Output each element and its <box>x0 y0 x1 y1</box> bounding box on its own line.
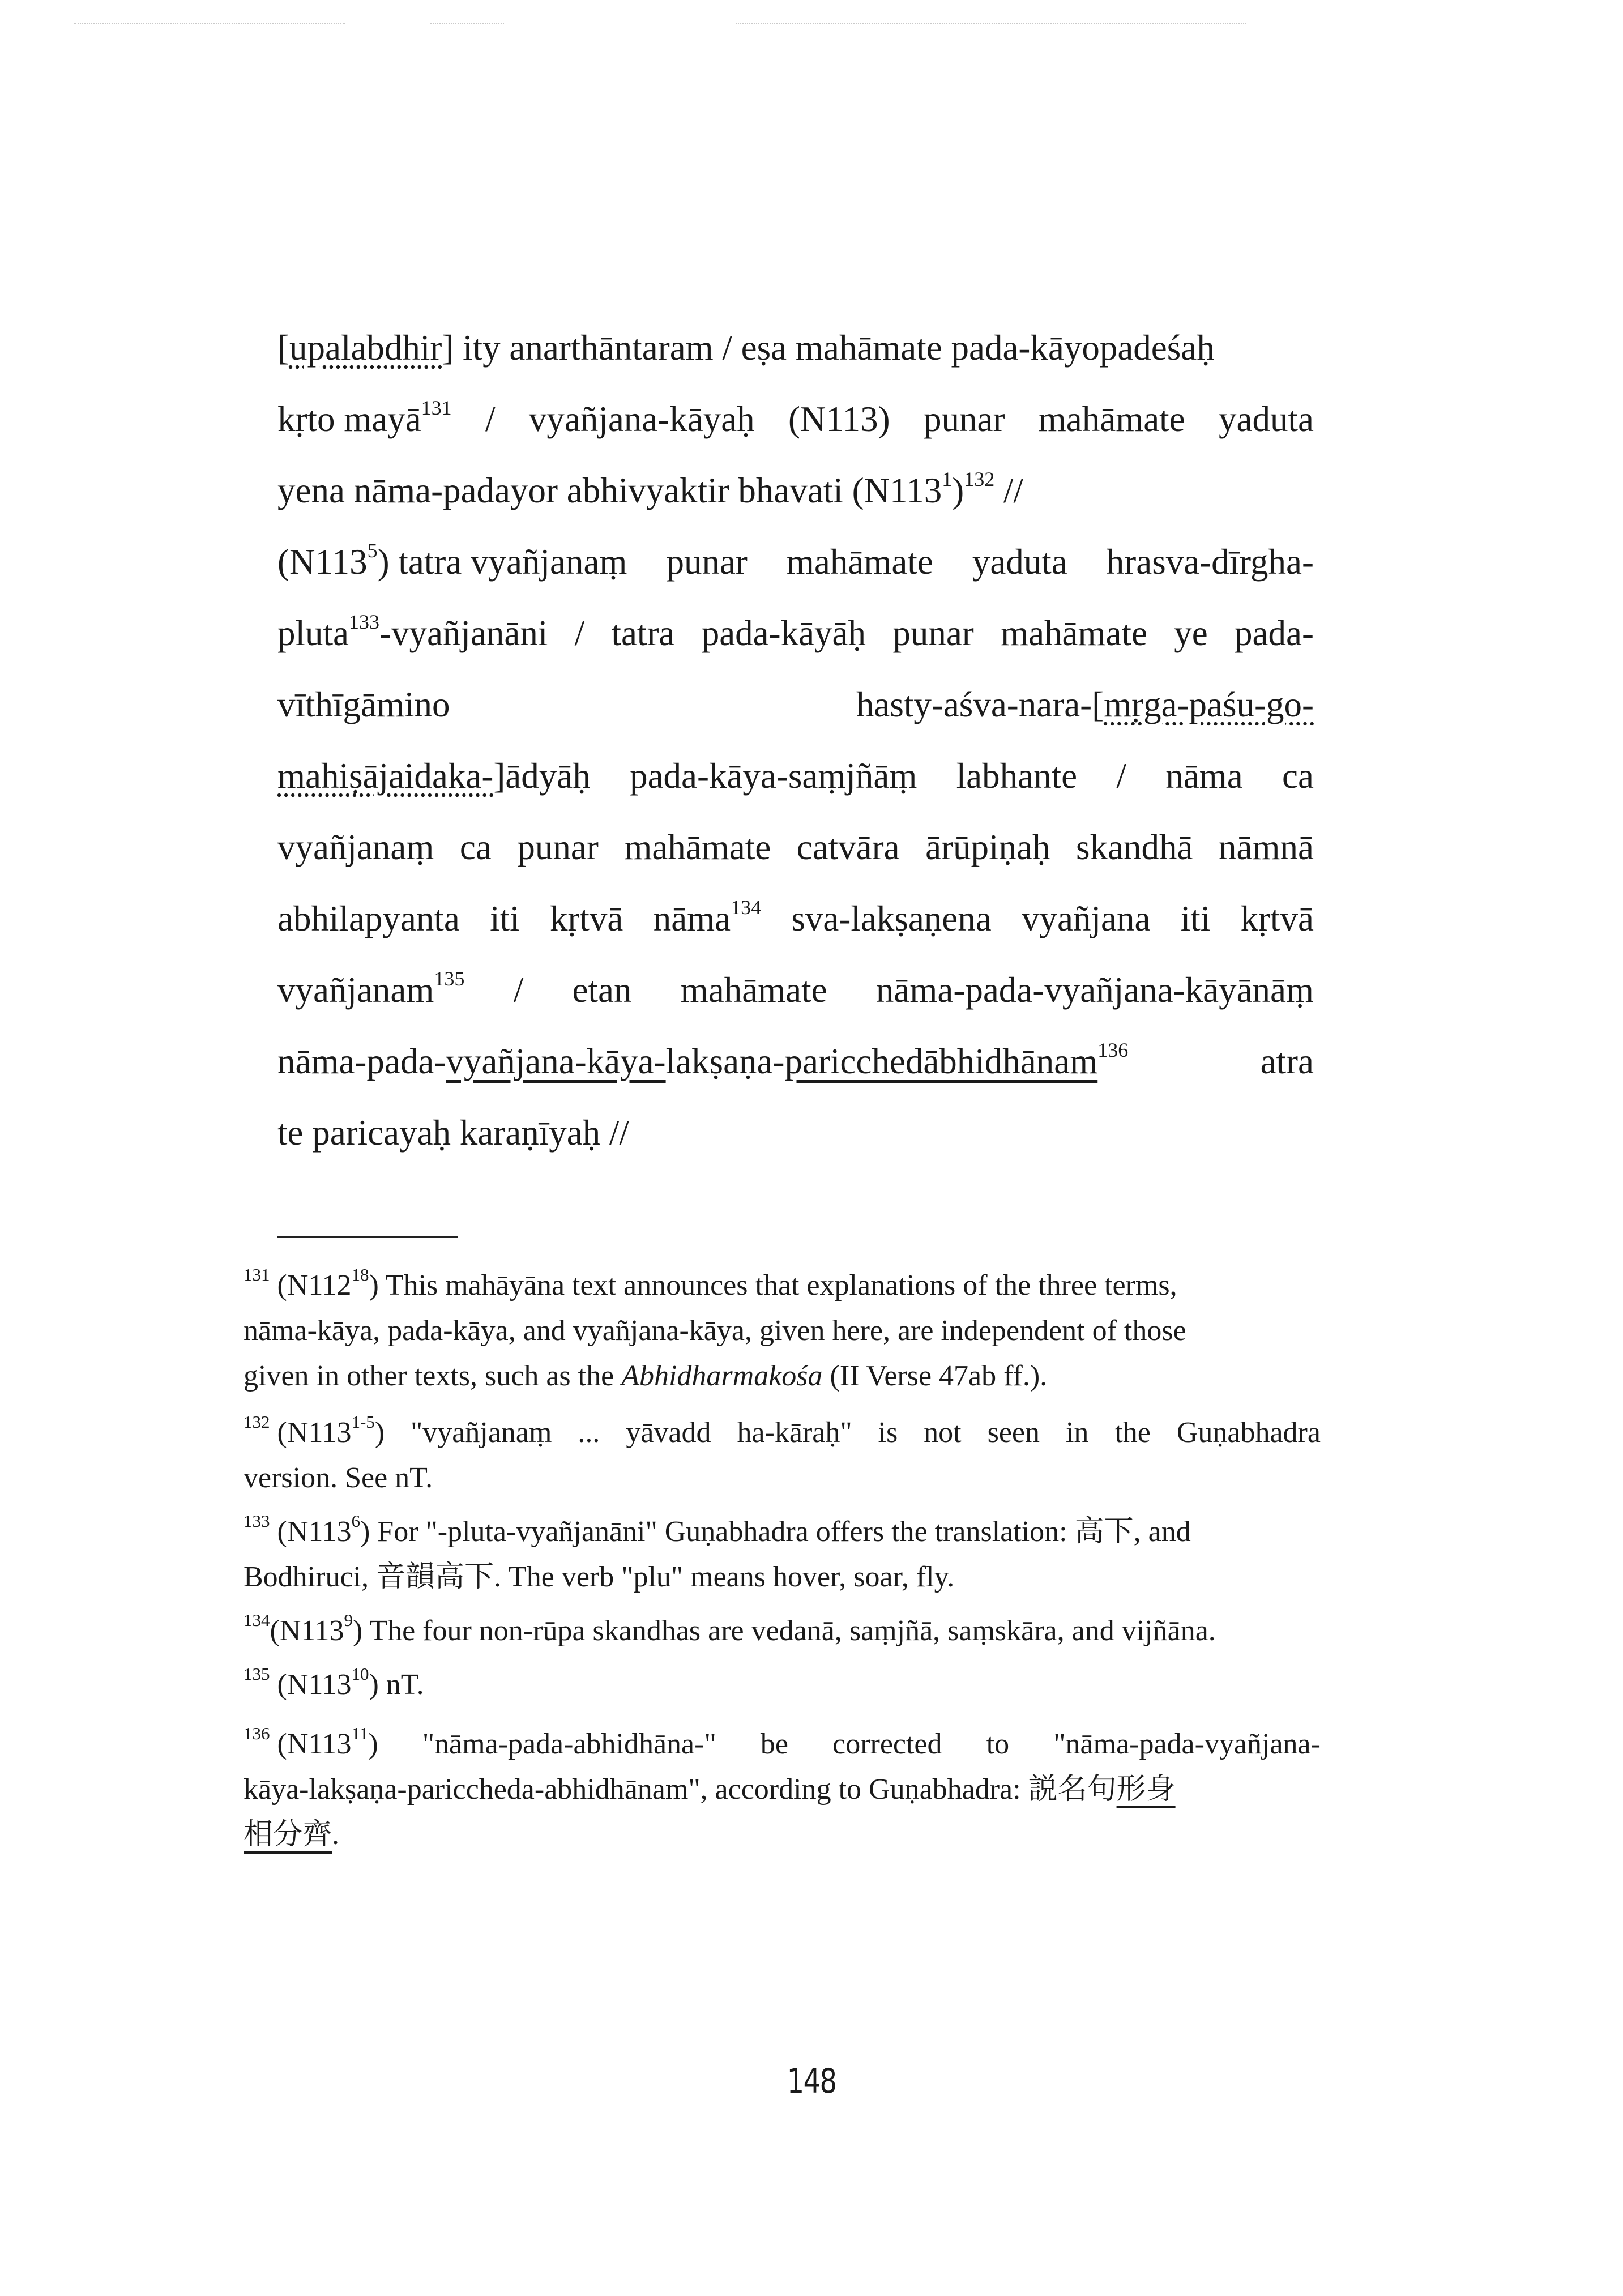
text-line: yena nāma-padayor abhivyaktir bhavati $(N113^1)^{132}$ // <box>277 467 1023 510</box>
footnote-ref: 136 <box>1097 1038 1129 1061</box>
reconstructed-word: upalabdhir <box>289 328 442 368</box>
page-number: 148 <box>787 2062 836 2101</box>
underlined-term: paricchedābhidhānam <box>784 1042 1098 1081</box>
scan-mark <box>736 23 1246 24</box>
footnote-ref: 131 <box>421 396 452 419</box>
footnote-separator <box>277 1236 458 1238</box>
footnote-ref: 132 <box>964 467 995 490</box>
footnote-ref: 135 <box>434 967 465 990</box>
underlined-term: vyañjana-kāya- <box>446 1042 666 1081</box>
footnote-ref: 134 <box>731 895 762 919</box>
text-line: vyañjanam$^{135}$ / etan mahāmate nāma-pada-vyañjana-kāyānāṃ <box>277 967 1314 1010</box>
text-line: nāma-pada-vyañjana-kāya-lakṣaṇa-paricchedābhidhānam$^{136}$ atra <box>277 1038 1314 1081</box>
underlined-term: 形身 <box>1116 1773 1176 1806</box>
page: [upalabdhir] ity anarthāntaram / eṣa mahāmate pada-kāyopadeśaḥ kṛto mayā$^{131}$ / vyañjana-kāyaḥ (N113) punar mahāmate yaduta yena nāma-padayor abhivyaktir bhavati $(N113^1)^{132}$ // $(N113^5)$ tatra vyañjanaṃ punar mahāmate yaduta hrasva-dīrgha- pluta$^{133}$-vyañjanāni / tatra pada-kāyāḥ punar mahāmate ye pada- vīthīgāmino hasty-aśva-nara-[mṛga-paśu-go- mahiṣājaidaka-]ādyāḥ pada-kāya-saṃjñāṃ labhante / nāma ca vyañjanaṃ ca punar mahāmate catvāra ārūpiṇaḥ skandhā nāmnā abhilapyanta iti kṛtvā nāma$^{134}$ sva-lakṣaṇena vyañjana iti kṛtvā vyañjanam$^{135}$ / etan mahāmate nāma-pada-vyañjana-kāyānāṃ nāma-pada-vyañjana-kāya-lakṣaṇa-paricchedābhidhānam$^{136}$ atra te paricayaḥ karaṇīyaḥ // $^{131}$ $(N112^{18})$ This mahāyāna text announces that explanations of the three terms, nāma-kāya, pada-kāya, and vyañjana-kāya, given here, are independent of those given in other texts, such as the Abhidharmakośa (II Verse 47ab ff.). $^{132}$ (N113$^{1-5}$) "vyañjanaṃ ... yāvadd ha-kāraḥ" is not seen in the Guṇabhadra version. See nT. $^{133}$ $(N113^6)$ For "-pluta-vyañjanāni" Guṇabhadra offers the translation: 高下, and Bodhiruci, 音韻高下. The verb "plu" means hover, soar, fly. $^{134}(N113^9)$ The four non-rūpa skandhas are vedanā, saṃjñā, saṃskāra, and vijñāna. $^{135}$ $(N113^{10})$ nT. $^{136}$ $(N113^{11})$ "nāma-pada-abhidhāna-" be corrected to "nāma-pada-vyañjana- kāya-lakṣaṇa-pariccheda-abhidhānam", according to Guṇabhadra: 説名句形身 相分齊. 148 <box>0 0 1623 2296</box>
text-line: te paricayaḥ karaṇīyaḥ // <box>277 1113 629 1153</box>
text-line: pluta$^{133}$-vyañjanāni / tatra pada-kāyāḥ punar mahāmate ye pada- <box>277 610 1314 653</box>
text-line: vīthīgāmino hasty-aśva-nara-[mṛga-paśu-go- <box>277 685 1314 724</box>
underlined-term: 相分齊 <box>244 1819 332 1851</box>
text-line: abhilapyanta iti kṛtvā nāma$^{134}$ sva-lakṣaṇena vyañjana iti kṛtvā <box>277 895 1314 938</box>
text-line: [upalabdhir] ity anarthāntaram / eṣa mahāmate pada-kāyopadeśaḥ <box>277 328 1215 368</box>
scan-mark <box>74 23 345 24</box>
reconstructed-word: mṛga-paśu-go- <box>1104 685 1314 724</box>
text-line: $(N113^5)$ tatra vyañjanaṃ punar mahāmate yaduta hrasva-dīrgha- <box>277 539 1314 582</box>
footnote-ref: 133 <box>348 610 379 633</box>
text-line: mahiṣājaidaka-]ādyāḥ pada-kāya-saṃjñāṃ labhante / nāma ca <box>277 756 1314 796</box>
text-line: vyañjanaṃ ca punar mahāmate catvāra ārūpiṇaḥ skandhā nāmnā <box>277 827 1314 867</box>
text-line: kṛto mayā$^{131}$ / vyañjana-kāyaḥ (N113) punar mahāmate yaduta <box>277 396 1314 439</box>
scan-mark <box>430 23 504 24</box>
reconstructed-word: mahiṣājaidaka- <box>277 756 494 796</box>
